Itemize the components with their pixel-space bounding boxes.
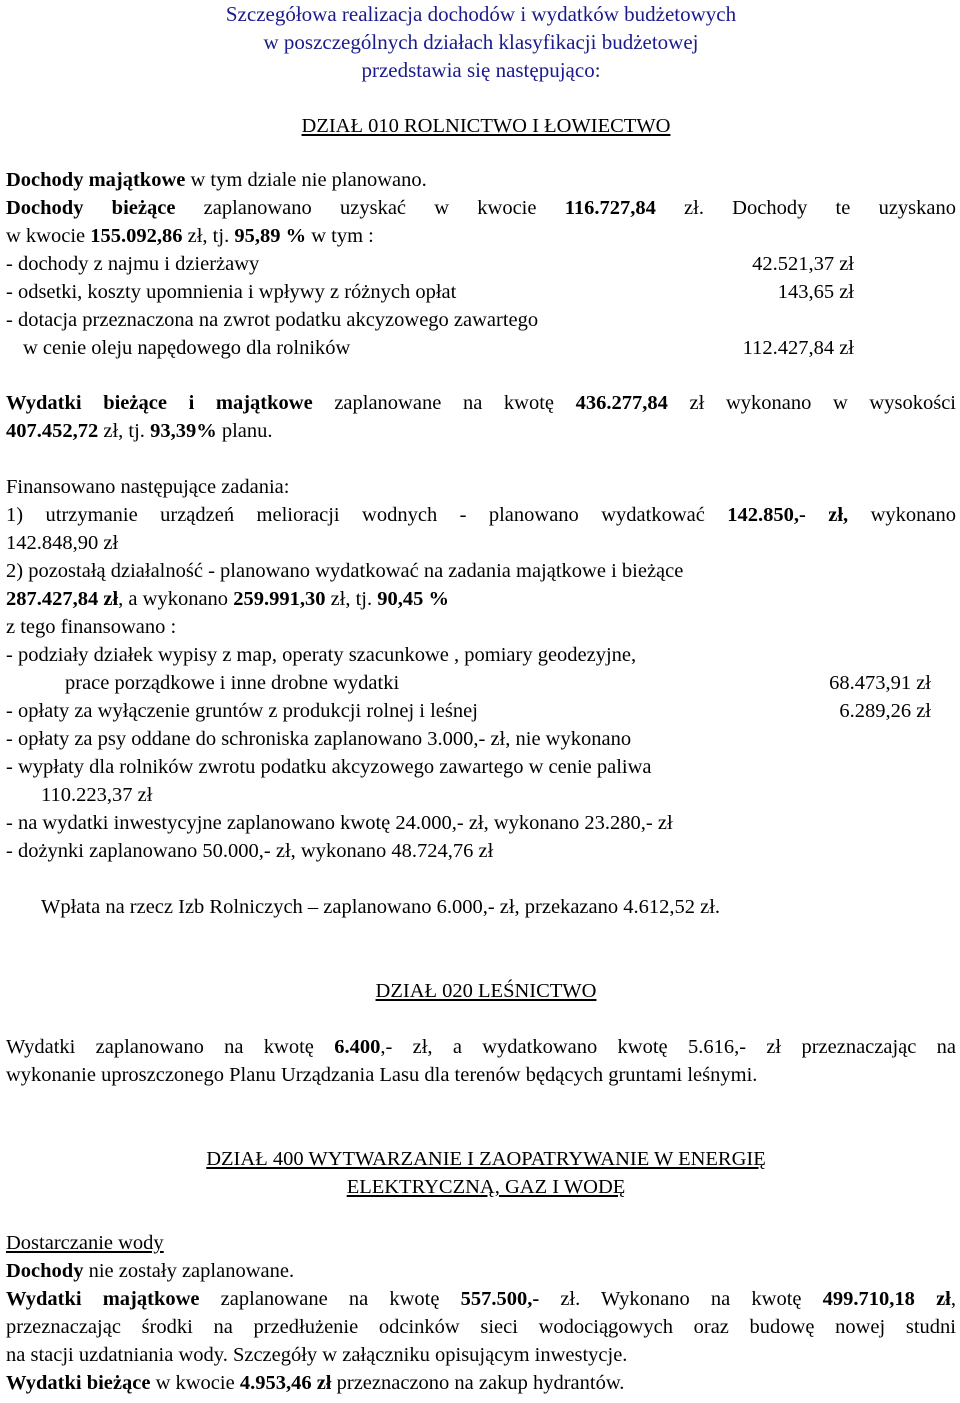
header-line-3: przedstawia się następująco: [361,58,601,82]
financed-tasks-intro: Finansowano następujące zadania: [6,476,290,498]
dostarczanie-wody-title: Dostarczanie wody [6,1232,164,1254]
task-2-line-2 [6,585,956,613]
sub-oplaty-line [6,697,931,725]
dochody-biezace-line-1 [6,194,956,222]
dzial-020-amount: 6.400 [334,1036,381,1058]
dochody-majatkowe-label: Dochody majątkowe [6,169,186,191]
sub-wyplaty-line-1: - wypłaty dla rolników zwrotu podatku akcyzowego zawartego w cenie paliwa [6,756,652,778]
dochody-biezace-line-2 [6,222,956,250]
sub-wyplaty-line-2: 110.223,37 zł [41,784,153,806]
dochody-exec-amount: 155.092,86 [90,225,183,247]
dochody-exec-text-3: w tym : [306,225,374,247]
wydatki-text: zaplanowane na kwotę [312,392,576,414]
task-1-text-2: wykonano [848,504,957,526]
income-item-amount: 42.521,37 zł [752,253,854,275]
income-item-row [6,250,854,278]
dzial-020-text: Wydatki zaplanowano na kwotę [6,1036,335,1058]
section-title-010: DZIAŁ 010 ROLNICTWO I ŁOWIECTWO [301,115,671,137]
dochody-biezace-text: zaplanowano uzyskać w kwocie [175,197,565,219]
task-1-text: 1) utrzymanie urządzeń melioracji wodnych - planowano wydatkować [6,504,728,526]
dzial-400-wm-label: Wydatki majątkowe [6,1288,200,1310]
wydatki-exec-text-2: planu. [216,420,273,442]
dzial-400-wb-text: w kwocie [150,1372,240,1394]
task-1-line-1 [6,501,956,529]
wydatki-text-2: zł wykonano w wysokości [667,392,956,414]
task-2-text: , a wykonano [118,588,234,610]
dochody-biezace-amount: 116.727,84 [564,197,656,219]
document-page [6,0,956,1397]
sub-inwest-line: - na wydatki inwestycyjne zaplanowano kwotę 24.000,- zł, wykonano 23.280,- zł [6,812,673,834]
wydatki-exec-amount: 407.452,72 [6,420,99,442]
dzial-020-text-2: ,- zł, a wydatkowano kwotę 5.616,- zł przeznaczając na [380,1036,957,1058]
sub-podzialy-amount: 68.473,91 zł [829,672,931,694]
wydatki-exec-text: zł, tj. [98,420,151,442]
dotacja-label: w cenie oleju napędowego dla rolników [23,337,351,359]
sub-podzialy-line-2 [6,669,931,697]
dzial-020-line-1 [6,1033,956,1061]
task-1-line-2: 142.848,90 zł [6,532,119,554]
dochody-biezace-label: Dochody bieżące [6,197,176,219]
wydatki-line-1 [6,389,956,417]
wydatki-line-2 [6,417,956,445]
section-title-020: DZIAŁ 020 LEŚNICTWO [375,980,597,1002]
dzial-400-wm-line-3: na stacji uzdatniania wody. Szczegóły w załączniku opisującym inwestycje. [6,1344,628,1366]
section-title-400-line-1: DZIAŁ 400 WYTWARZANIE I ZAOPATRYWANIE W ENERGIĘ [206,1148,766,1170]
sub-podzialy-line-1: - podziały działek wypisy z map, operaty szacunkowe , pomiary geodezyjne, [6,644,637,666]
sub-dozynki-line: - dożynki zaplanowano 50.000,- zł, wykonano 48.724,76 zł [6,840,494,862]
wydatki-exec-percent: 93,39% [150,420,217,442]
dzial-020-line-2: wykonanie uproszczonego Planu Urządzania Lasu dla terenów będących gruntami leśnymi. [6,1064,758,1086]
sub-podzialy-label: prace porządkowe i inne drobne wydatki [65,672,400,694]
izby-rolnicze-line: Wpłata na rzecz Izb Rolniczych – zaplanowano 6.000,- zł, przekazano 4.612,52 zł. [41,896,721,918]
dzial-400-wm-line-2: przeznaczając środki na przedłużenie odcinków sieci wodociągowych oraz budowę nowej studni [6,1316,956,1338]
dzial-400-wm-text-3: , [950,1288,956,1310]
dzial-400-wb-amount: 4.953,46 zł [239,1372,332,1394]
dzial-400-dochody-label: Dochody [6,1260,84,1282]
task-2-amount: 287.427,84 zł [6,588,119,610]
section-title-400-line-2: ELEKTRYCZNĄ, GAZ I WODĘ [346,1176,626,1198]
task-2-line-1: 2) pozostałą działalność - planowano wydatkować na zadania majątkowe i bieżące [6,560,684,582]
dzial-400-dochody-text: nie zostały zaplanowane. [83,1260,295,1282]
dzial-400-wm-exec: 499.710,18 zł [822,1288,951,1310]
income-item-label: - odsetki, koszty upomnienia i wpływy z różnych opłat [6,281,457,303]
dochody-majatkowe-line [6,166,956,194]
dzial-400-wb-text-2: przeznaczono na zakup hydrantów. [331,1372,625,1394]
income-item-label: - dochody z najmu i dzierżawy [6,253,260,275]
sub-oplaty-label: - opłaty za wyłączenie gruntów z produkcji rolnej i leśnej [6,700,478,722]
dzial-400-wb-line [6,1369,956,1397]
dochody-biezace-text-2: zł. Dochody te uzyskano [655,197,956,219]
dotacja-amount: 112.427,84 zł [742,337,854,359]
header-line-2: w poszczególnych działach klasyfikacji budżetowej [263,30,699,54]
dzial-400-wm-text-2: zł. Wykonano na kwotę [539,1288,823,1310]
dochody-exec-text: w kwocie [6,225,91,247]
dzial-400-wm-amount: 557.500,- [460,1288,540,1310]
sub-oplaty-amount: 6.289,26 zł [839,700,931,722]
wydatki-label: Wydatki bieżące i majątkowe [6,392,313,414]
wydatki-amount: 436.277,84 [575,392,668,414]
dzial-400-wm-line-1 [6,1285,956,1313]
income-item-amount: 143,65 zł [777,281,854,303]
task-2-percent: 90,45 % [377,588,449,610]
income-item-row [6,278,854,306]
dochody-exec-text-2: zł, tj. [182,225,235,247]
dochody-majatkowe-text: w tym dziale nie planowano. [185,169,427,191]
dotacja-line-1: - dotacja przeznaczona na zwrot podatku akcyzowego zawartego [6,309,539,331]
sub-psy-line: - opłaty za psy oddane do schroniska zaplanowano 3.000,- zł, nie wykonano [6,728,632,750]
document-header [6,0,956,84]
dzial-400-wm-text: zaplanowane na kwotę [199,1288,461,1310]
header-line-1: Szczegółowa realizacja dochodów i wydatków budżetowych [225,2,737,26]
dzial-400-wb-label: Wydatki bieżące [6,1372,151,1394]
task-1-amount: 142.850,- zł, [727,504,849,526]
task-2-exec: 259.991,30 [233,588,326,610]
dzial-400-dochody-line [6,1257,956,1285]
dotacja-line-2 [6,334,854,362]
dochody-exec-percent: 95,89 % [234,225,307,247]
task-2-sub-intro: z tego finansowano : [6,616,177,638]
task-2-text-2: zł, tj. [325,588,378,610]
